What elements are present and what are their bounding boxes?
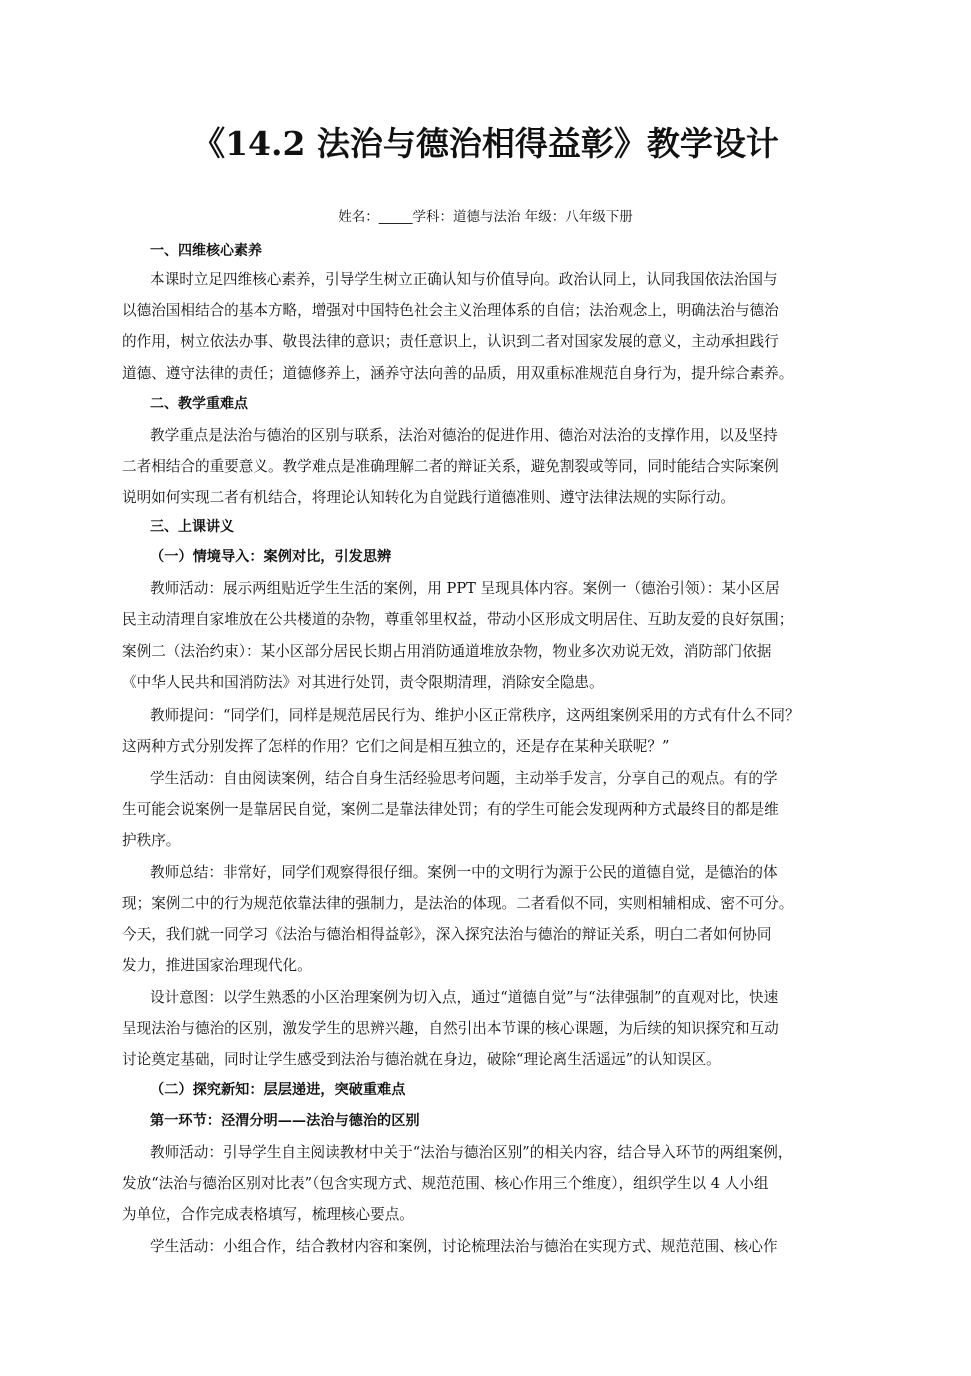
paragraph-line: 设计意图：以学生熟悉的小区治理案例为切入点，通过“道德自觉”与“法律强制”的直观对比，快速 xyxy=(150,989,779,1006)
subsection-heading-intro: （一）情境导入：案例对比，引发思辨 xyxy=(150,549,392,565)
paragraph-line: 发力，推进国家治理现代化。 xyxy=(122,957,312,974)
subtitle-meta: 姓名：_____学科：道德与法治 年级：八年级下册 xyxy=(338,209,633,225)
part-heading-difference: 第一环节：泾渭分明——法治与德治的区别 xyxy=(150,1113,420,1129)
paragraph-line: 教学重点是法治与德治的区别与联系，法治对德治的促进作用、德治对法治的支撑作用，以及坚持 xyxy=(150,427,778,444)
page-title: 《14.2 法治与德治相得益彰》教学设计 xyxy=(192,124,779,163)
paragraph-line: 《中华人民共和国消防法》对其进行处罚，责令限期清理，消除安全隐患。 xyxy=(122,674,604,691)
paragraph-line: 讨论奠定基础，同时让学生感受到法治与德治就在身边，破除“理论离生活遥远”的认知误区。 xyxy=(122,1051,721,1068)
paragraph-line: 道德、遵守法律的责任；道德修养上，涵养守法向善的品质，用双重标准规范自身行为，提升综合素养。 xyxy=(122,365,794,382)
paragraph-line: 二者相结合的重要意义。教学难点是准确理解二者的辩证关系，避免割裂或等同，同时能结合实际案例 xyxy=(122,458,779,475)
paragraph-line: 案例二（法治约束）：某小区部分居民长期占用消防通道堆放杂物，物业多次劝说无效，消防部门依据 xyxy=(122,643,772,660)
paragraph-line: 学生活动：自由阅读案例，结合自身生活经验思考问题，主动举手发言，分享自己的观点。有的学 xyxy=(150,770,778,787)
paragraph-line: 学生活动：小组合作，结合教材内容和案例，讨论梳理法治与德治在实现方式、规范范围、核心作 xyxy=(150,1238,778,1255)
paragraph-line: 教师总结：非常好，同学们观察得很仔细。案例一中的文明行为源于公民的道德自觉，是德治的体 xyxy=(150,864,778,881)
paragraph-line: 发放“法治与德治区别对比表”（包含实现方式、规范范围、核心作用三个维度），组织学生以 4 人小组 xyxy=(122,1175,769,1192)
paragraph-line: 说明如何实现二者有机结合，将理论认知转化为自觉践行道德准则、遵守法律法规的实际行动。 xyxy=(122,489,735,506)
paragraph-line: 护秩序。 xyxy=(122,832,181,849)
paragraph-line: 现；案例二中的行为规范依靠法律的强制力，是法治的体现。二者看似不同，实则相辅相成、密不可分。 xyxy=(122,895,794,912)
paragraph-line: 呈现法治与德治的区别，激发学生的思辨兴趣，自然引出本节课的核心课题，为后续的知识探究和互动 xyxy=(122,1020,779,1037)
paragraph-line: 本课时立足四维核心素养，引导学生树立正确认知与价值导向。政治认同上，认同我国依法治国与 xyxy=(150,271,778,288)
paragraph-line: 教师提问：“同学们，同样是规范居民行为、维护小区正常秩序，这两组案例采用的方式有什么不同？ xyxy=(150,707,800,724)
paragraph-line: 教师活动：引导学生自主阅读教材中关于“法治与德治区别”的相关内容，结合导入环节的两组案例， xyxy=(150,1144,793,1161)
paragraph-line: 以德治国相结合的基本方略，增强对中国特色社会主义治理体系的自信；法治观念上，明确法治与德治 xyxy=(122,302,779,319)
paragraph-line: 教师活动：展示两组贴近学生生活的案例，用 PPT 呈现具体内容。案例一（德治引领）：某小区居 xyxy=(150,580,780,597)
paragraph-line: 这两种方式分别发挥了怎样的作用？它们之间是相互独立的，还是存在某种关联呢？” xyxy=(122,738,670,755)
section-heading-core-literacy: 一、四维核心素养 xyxy=(150,243,262,259)
paragraph-line: 为单位，合作完成表格填写，梳理核心要点。 xyxy=(122,1206,414,1223)
paragraph-line: 生可能会说案例一是靠居民自觉，案例二是靠法律处罚；有的学生可能会发现两种方式最终目的都是维 xyxy=(122,801,779,818)
section-heading-lecture: 三、上课讲义 xyxy=(150,519,234,535)
paragraph-line: 今天，我们就一同学习《法治与德治相得益彰》，深入探究法治与德治的辩证关系，明白二者如何协同 xyxy=(122,926,772,943)
paragraph-line: 民主动清理自家堆放在公共楼道的杂物，尊重邻里权益，带动小区形成文明居住、互助友爱的良好氛围； xyxy=(122,611,794,628)
paragraph-line: 的作用，树立依法办事、敬畏法律的意识；责任意识上，认识到二者对国家发展的意义，主动承担践行 xyxy=(122,333,779,350)
section-heading-key-points: 二、教学重难点 xyxy=(150,396,248,412)
subsection-heading-explore: （二）探究新知：层层递进，突破重难点 xyxy=(150,1082,406,1098)
